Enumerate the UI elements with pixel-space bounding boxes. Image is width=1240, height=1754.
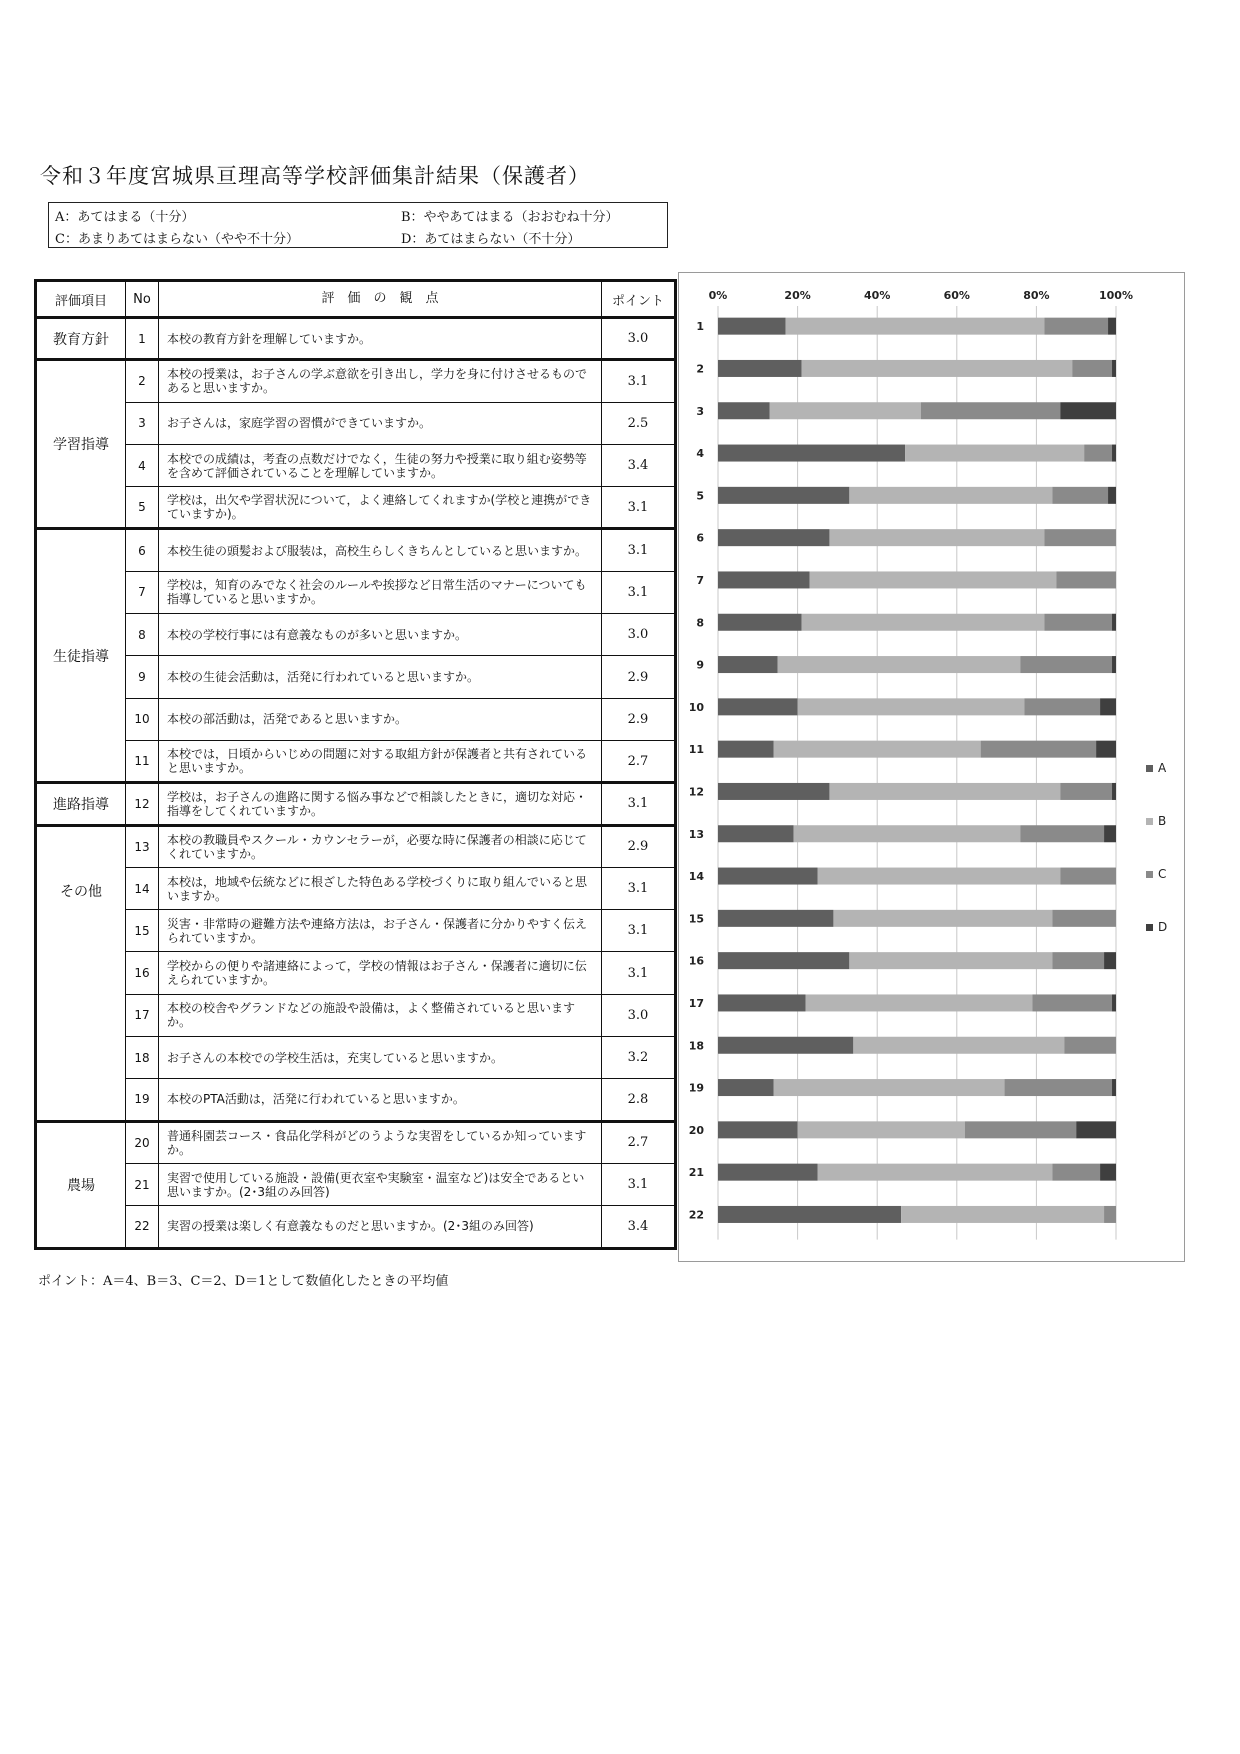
bar-segment-a — [718, 360, 802, 377]
row-no: 20 — [126, 1121, 159, 1163]
row-point: 3.1 — [602, 487, 676, 529]
row-text: お子さんの本校での学校生活は，充実していると思いますか。 — [159, 1037, 602, 1079]
row-point: 3.0 — [602, 318, 676, 360]
bar-segment-c — [1005, 1079, 1112, 1096]
table-row — [36, 571, 676, 613]
row-no: 1 — [126, 318, 159, 360]
bar-segment-d — [1112, 445, 1116, 462]
row-text: 本校の学校行事には有意義なものが多いと思いますか。 — [159, 614, 602, 656]
table-row — [36, 867, 676, 909]
row-point: 2.7 — [602, 740, 676, 782]
bar-segment-d — [1096, 741, 1116, 758]
row-point: 3.1 — [602, 910, 676, 952]
row-no: 10 — [126, 698, 159, 740]
bar-segment-c — [1020, 825, 1104, 842]
category-cell: 進路指導 — [36, 783, 126, 825]
bar-segment-b — [806, 994, 1033, 1011]
table-row — [36, 825, 676, 867]
table-row — [36, 656, 676, 698]
row-no: 17 — [126, 994, 159, 1036]
y-category-label: 5 — [696, 489, 704, 503]
bar-segment-d — [1104, 825, 1116, 842]
bar-segment-c — [1084, 445, 1112, 462]
category-cell: その他 — [36, 825, 126, 1121]
stacked-bar-chart — [678, 272, 1185, 1262]
table-row — [36, 952, 676, 994]
table-row — [36, 529, 676, 571]
rating-legend-box — [48, 202, 668, 248]
y-category-label: 13 — [688, 827, 704, 841]
bar-segment-c — [1056, 571, 1116, 588]
row-text: 学校からの便りや諸連絡によって，学校の情報はお子さん・保護者に適切に伝えられていますか。 — [159, 952, 602, 994]
row-text: 本校のPTA活動は，活発に行われていると思いますか。 — [159, 1079, 602, 1121]
bar-segment-a — [718, 952, 849, 969]
row-point: 3.4 — [602, 1206, 676, 1248]
bar-segment-b — [778, 656, 1021, 673]
y-category-label: 7 — [696, 573, 704, 587]
bar-segment-c — [1044, 318, 1108, 335]
table-row — [36, 1037, 676, 1079]
row-no: 15 — [126, 910, 159, 952]
row-text: 学校は，知育のみでなく社会のルールや挨拶など日常生活のマナーについても指導していると思いますか。 — [159, 571, 602, 613]
row-no: 16 — [126, 952, 159, 994]
category-cell: 学習指導 — [36, 360, 126, 529]
bar-segment-b — [794, 825, 1021, 842]
y-category-label: 6 — [696, 531, 704, 545]
legend-swatch-c — [1146, 871, 1153, 878]
bar-segment-d — [1108, 318, 1116, 335]
bar-segment-b — [774, 1079, 1005, 1096]
row-no: 19 — [126, 1079, 159, 1121]
bar-segment-a — [718, 868, 818, 885]
row-point: 3.1 — [602, 867, 676, 909]
category-cell: 農場 — [36, 1121, 126, 1248]
y-category-label: 8 — [696, 616, 704, 630]
bar-segment-d — [1112, 360, 1116, 377]
row-no: 2 — [126, 360, 159, 402]
row-text: 災害・非常時の避難方法や連絡方法は，お子さん・保護者に分かりやすく伝えられていますか。 — [159, 910, 602, 952]
bar-segment-c — [981, 741, 1096, 758]
row-point: 3.1 — [602, 1163, 676, 1205]
x-tick-label: 40% — [864, 289, 891, 302]
legend-swatch-b — [1146, 818, 1153, 825]
bar-segment-a — [718, 402, 770, 419]
bar-segment-c — [1032, 994, 1112, 1011]
row-point: 2.7 — [602, 1121, 676, 1163]
legend-d: D：あてはまらない（不十分） — [401, 232, 581, 247]
bar-segment-b — [901, 1206, 1104, 1223]
y-category-label: 22 — [688, 1208, 704, 1222]
row-text: お子さんは，家庭学習の習慣ができていますか。 — [159, 402, 602, 444]
row-text: 学校は，お子さんの進路に関する悩み事などで相談したときに，適切な対応・指導をしてくれていますか。 — [159, 783, 602, 825]
bar-segment-c — [921, 402, 1060, 419]
footnote: ポイント：A＝4、B＝3、C＝2、D＝1として数値化したときの平均値 — [38, 1274, 449, 1289]
bar-segment-b — [849, 487, 1052, 504]
bar-segment-c — [1060, 783, 1112, 800]
row-point: 2.9 — [602, 698, 676, 740]
row-point: 3.1 — [602, 360, 676, 402]
bar-segment-a — [718, 656, 778, 673]
y-category-label: 4 — [696, 447, 704, 461]
bar-segment-d — [1100, 698, 1116, 715]
x-tick-label: 80% — [1023, 289, 1050, 302]
bar-segment-d — [1060, 402, 1116, 419]
y-category-label: 20 — [688, 1123, 704, 1137]
row-text: 本校での成績は，考査の点数だけでなく，生徒の努力や授業に取り組む姿勢等を含めて評価されていることを理解していますか。 — [159, 444, 602, 486]
bar-segment-a — [718, 1037, 853, 1054]
y-category-label: 16 — [688, 954, 704, 968]
bar-segment-a — [718, 783, 829, 800]
bar-segment-d — [1112, 1079, 1116, 1096]
row-text: 普通科園芸コース・食品化学科がどのうような実習をしているか知っていますか。 — [159, 1121, 602, 1163]
row-no: 11 — [126, 740, 159, 782]
table-row — [36, 1163, 676, 1205]
row-no: 22 — [126, 1206, 159, 1248]
bar-segment-b — [774, 741, 981, 758]
row-no: 6 — [126, 529, 159, 571]
bar-segment-c — [1052, 910, 1116, 927]
row-point: 3.1 — [602, 529, 676, 571]
bar-segment-a — [718, 1121, 798, 1138]
bar-segment-b — [818, 868, 1061, 885]
bar-segment-a — [718, 1164, 818, 1181]
bar-segment-a — [718, 1079, 774, 1096]
table-row — [36, 1121, 676, 1163]
bar-segment-b — [786, 318, 1045, 335]
row-point: 3.1 — [602, 783, 676, 825]
legend-a: A：あてはまる（十分） — [55, 210, 195, 225]
y-category-label: 2 — [696, 362, 704, 376]
y-category-label: 18 — [688, 1039, 704, 1053]
legend-swatch-a — [1146, 765, 1153, 772]
bar-segment-d — [1100, 1164, 1116, 1181]
legend-c: C：あまりあてはまらない（やや不十分） — [55, 232, 299, 247]
table-row — [36, 1079, 676, 1121]
table-row — [36, 698, 676, 740]
row-text: 本校の校舎やグランドなどの施設や設備は，よく整備されていると思いますか。 — [159, 994, 602, 1036]
table-row — [36, 402, 676, 444]
table-row — [36, 318, 676, 360]
row-text: 本校生徒の頭髪および服装は，高校生らしくきちんとしていると思いますか。 — [159, 529, 602, 571]
legend-b: B：ややあてはまる（おおむね十分） — [401, 210, 619, 225]
row-no: 5 — [126, 487, 159, 529]
table-row — [36, 994, 676, 1036]
bar-segment-a — [718, 994, 806, 1011]
category-cell: 生徒指導 — [36, 529, 126, 783]
table-row — [36, 487, 676, 529]
bar-segment-a — [718, 571, 810, 588]
row-point: 3.4 — [602, 444, 676, 486]
bar-segment-b — [818, 1164, 1053, 1181]
y-category-label: 17 — [688, 996, 704, 1010]
bar-segment-c — [1052, 487, 1108, 504]
table-row — [36, 783, 676, 825]
bar-segment-d — [1112, 614, 1116, 631]
row-point: 3.0 — [602, 994, 676, 1036]
row-text: 本校の部活動は，活発であると思いますか。 — [159, 698, 602, 740]
x-tick-label: 100% — [1099, 289, 1133, 302]
bar-segment-b — [802, 614, 1045, 631]
y-category-label: 1 — [696, 320, 704, 334]
row-point: 2.9 — [602, 656, 676, 698]
bar-segment-a — [718, 741, 774, 758]
bar-segment-b — [770, 402, 921, 419]
bar-segment-b — [802, 360, 1073, 377]
x-tick-label: 20% — [784, 289, 811, 302]
bar-segment-a — [718, 318, 786, 335]
header-category: 評価項目 — [36, 281, 126, 318]
row-text: 実習で使用している施設・設備(更衣室や実験室・温室など)は安全であるとい思いますか。(2･3組のみ回答) — [159, 1163, 602, 1205]
y-category-label: 9 — [696, 658, 704, 672]
bar-segment-c — [1044, 529, 1116, 546]
page-title: 令和３年度宮城県亘理高等学校評価集計結果（保護者） — [40, 164, 590, 188]
row-point: 2.5 — [602, 402, 676, 444]
row-text: 実習の授業は楽しく有意義なものだと思いますか。(2･3組のみ回答) — [159, 1206, 602, 1248]
bar-segment-c — [1072, 360, 1112, 377]
bar-segment-b — [798, 698, 1025, 715]
table-row — [36, 910, 676, 952]
y-category-label: 10 — [688, 700, 704, 714]
row-text: 本校の教育方針を理解していますか。 — [159, 318, 602, 360]
table-row — [36, 1206, 676, 1248]
y-category-label: 11 — [688, 743, 704, 757]
bar-segment-b — [833, 910, 1052, 927]
bar-segment-a — [718, 529, 829, 546]
bar-segment-c — [1104, 1206, 1116, 1223]
table-row — [36, 444, 676, 486]
row-no: 4 — [126, 444, 159, 486]
bar-segment-d — [1108, 487, 1116, 504]
row-text: 本校の生徒会活動は，活発に行われていると思いますか。 — [159, 656, 602, 698]
row-no: 8 — [126, 614, 159, 656]
bar-segment-a — [718, 445, 905, 462]
bar-segment-c — [1052, 952, 1104, 969]
bar-segment-b — [905, 445, 1084, 462]
row-point: 3.1 — [602, 952, 676, 994]
row-no: 14 — [126, 867, 159, 909]
bar-segment-b — [829, 529, 1044, 546]
bar-segment-d — [1076, 1121, 1116, 1138]
row-text: 本校では，日頃からいじめの問題に対する取組方針が保護者と共有されていると思いますか。 — [159, 740, 602, 782]
x-tick-label: 0% — [708, 289, 728, 302]
row-point: 3.1 — [602, 571, 676, 613]
table-row — [36, 740, 676, 782]
bar-segment-c — [1052, 1164, 1100, 1181]
header-no: No — [126, 281, 159, 318]
header-point: ポイント — [602, 281, 676, 318]
bar-segment-a — [718, 614, 802, 631]
bar-segment-c — [1024, 698, 1100, 715]
table-header-row — [36, 281, 676, 318]
row-text: 本校は，地域や伝統などに根ざした特色ある学校づくりに取り組んでいると思いますか。 — [159, 867, 602, 909]
legend-label-a: A — [1158, 761, 1167, 775]
y-category-label: 19 — [688, 1081, 704, 1095]
bar-segment-a — [718, 698, 798, 715]
row-no: 7 — [126, 571, 159, 613]
bar-segment-d — [1104, 952, 1116, 969]
row-text: 本校の教職員やスクール・カウンセラーが，必要な時に保護者の相談に応じてくれていますか。 — [159, 825, 602, 867]
row-no: 21 — [126, 1163, 159, 1205]
row-no: 3 — [126, 402, 159, 444]
y-category-label: 15 — [688, 912, 704, 926]
table-row — [36, 360, 676, 402]
bar-segment-c — [1020, 656, 1112, 673]
y-category-label: 3 — [696, 404, 704, 418]
y-category-label: 12 — [688, 785, 704, 799]
legend-label-b: B — [1158, 814, 1167, 828]
bar-segment-b — [849, 952, 1052, 969]
bar-segment-b — [829, 783, 1060, 800]
bar-segment-d — [1112, 994, 1116, 1011]
bar-segment-c — [965, 1121, 1076, 1138]
legend-swatch-d — [1146, 924, 1153, 931]
bar-segment-c — [1044, 614, 1112, 631]
row-point: 3.0 — [602, 614, 676, 656]
row-point: 2.9 — [602, 825, 676, 867]
bar-segment-c — [1064, 1037, 1116, 1054]
header-viewpoint: 評 価 の 観 点 — [159, 281, 602, 318]
x-tick-label: 60% — [943, 289, 970, 302]
y-category-label: 14 — [688, 870, 704, 884]
bar-segment-b — [853, 1037, 1064, 1054]
bar-segment-d — [1112, 783, 1116, 800]
bar-segment-b — [810, 571, 1057, 588]
row-no: 18 — [126, 1037, 159, 1079]
bar-segment-a — [718, 487, 849, 504]
bar-segment-c — [1060, 868, 1116, 885]
row-no: 12 — [126, 783, 159, 825]
category-cell: 教育方針 — [36, 318, 126, 360]
evaluation-table — [34, 279, 677, 1250]
bar-segment-a — [718, 1206, 901, 1223]
row-text: 本校の授業は，お子さんの学ぶ意欲を引き出し，学力を身に付けさせるものであると思いますか。 — [159, 360, 602, 402]
table-row — [36, 614, 676, 656]
y-category-label: 21 — [688, 1166, 704, 1180]
legend-label-d: D — [1158, 920, 1168, 934]
bar-segment-b — [798, 1121, 965, 1138]
row-point: 2.8 — [602, 1079, 676, 1121]
bar-segment-a — [718, 825, 794, 842]
row-no: 13 — [126, 825, 159, 867]
legend-label-c: C — [1158, 867, 1167, 881]
bar-segment-a — [718, 910, 833, 927]
row-text: 学校は，出欠や学習状況について，よく連絡してくれますか(学校と連携ができていますか)。 — [159, 487, 602, 529]
row-no: 9 — [126, 656, 159, 698]
row-point: 3.2 — [602, 1037, 676, 1079]
bar-segment-d — [1112, 656, 1116, 673]
